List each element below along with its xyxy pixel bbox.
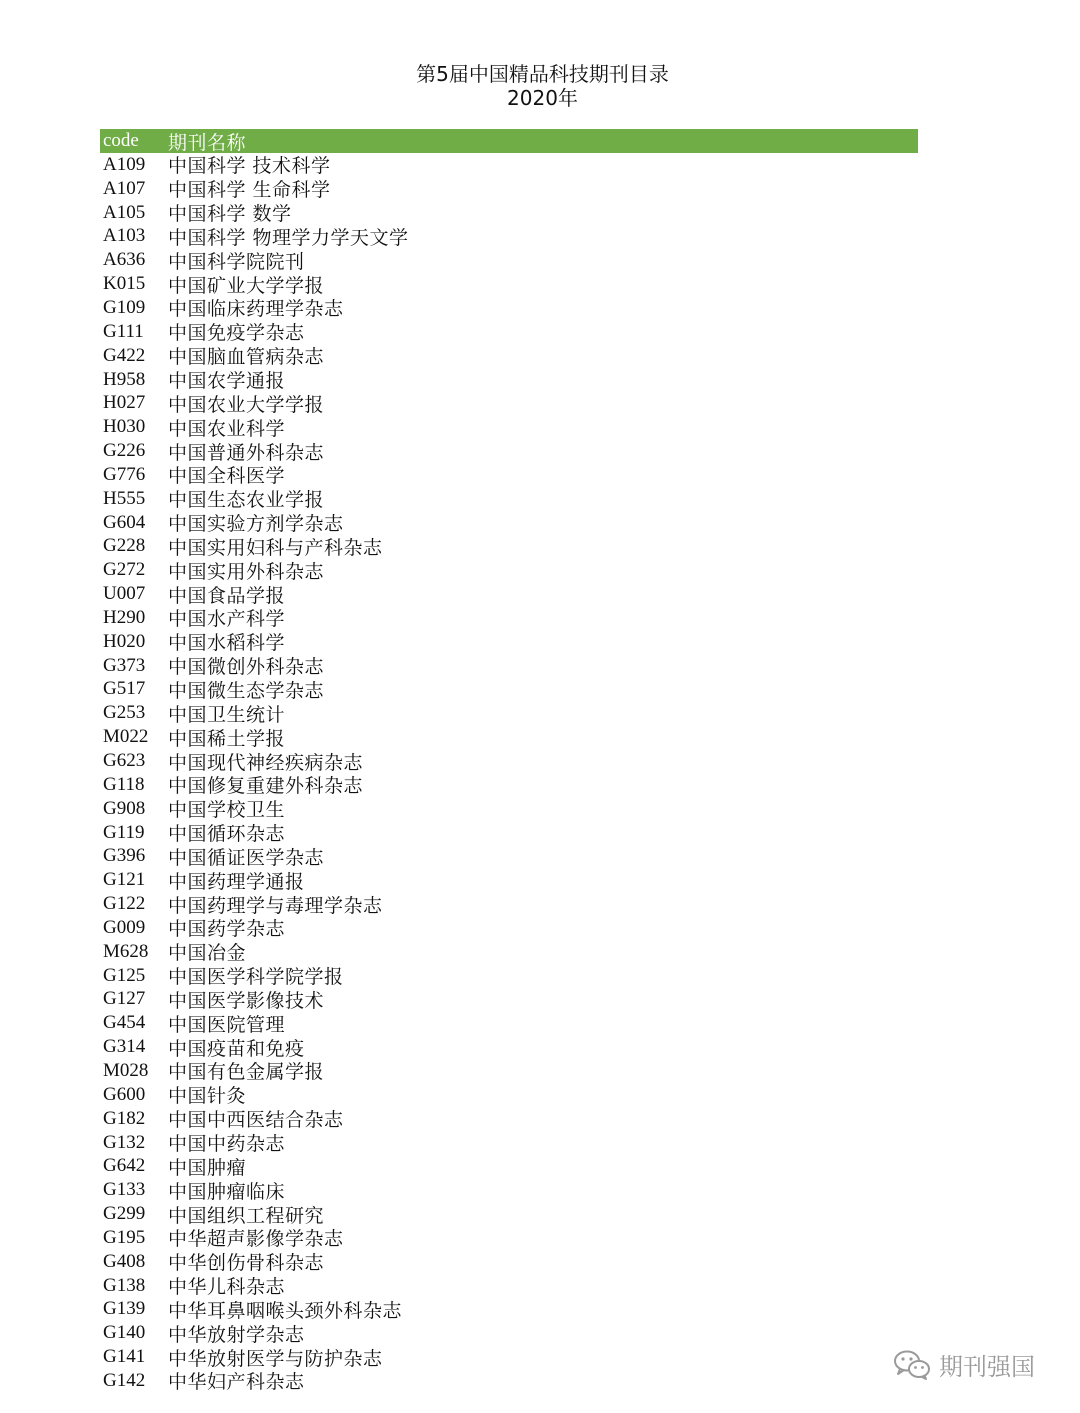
journal-name: 中国科学 技术科学: [168, 155, 331, 178]
journal-name: 中华妇产科杂志: [168, 1371, 305, 1394]
journal-name: 中国中西医结合杂志: [168, 1109, 344, 1132]
journal-code: G127: [103, 988, 146, 1010]
table-row: [100, 1131, 918, 1155]
table-row: [100, 344, 918, 368]
table-row: [100, 415, 918, 439]
journal-name: 中国科学院院刊: [168, 250, 305, 273]
journal-name: 中国科学 数学: [168, 203, 292, 226]
table-row: [100, 558, 918, 582]
journal-name: 中国实用妇科与产科杂志: [168, 536, 383, 559]
table-row: [100, 1250, 918, 1274]
table-row: [100, 511, 918, 535]
journal-code: G122: [103, 893, 146, 915]
journal-code: A103: [103, 225, 146, 247]
table-row: [100, 1321, 918, 1345]
journal-code: M628: [103, 940, 149, 962]
table-row: [100, 1083, 918, 1107]
table-row: [100, 535, 918, 559]
journal-name: 中国修复重建外科杂志: [168, 775, 364, 798]
journal-code: G623: [103, 750, 146, 772]
journal-code: H030: [103, 416, 146, 438]
journal-code: G272: [103, 559, 146, 581]
journal-code: G111: [103, 320, 144, 342]
table-row: [100, 296, 918, 320]
journal-code: G517: [103, 678, 146, 700]
journal-code: M022: [103, 726, 149, 748]
table-row: [100, 844, 918, 868]
journal-table: [100, 129, 918, 1393]
journal-name: 中国临床药理学杂志: [168, 298, 344, 321]
journal-name: 中国医院管理: [168, 1013, 286, 1036]
journal-name: 中华放射医学与防护杂志: [168, 1347, 383, 1370]
journal-name: 中国科学 物理学力学天文学: [168, 226, 409, 249]
journal-code: M028: [103, 1059, 149, 1081]
journal-name: 中国矿业大学学报: [168, 274, 325, 297]
journal-name: 中国肿瘤临床: [168, 1180, 286, 1203]
journal-name: 中国实验方剂学杂志: [168, 513, 344, 536]
table-row: [100, 773, 918, 797]
journal-code: G408: [103, 1250, 146, 1272]
journal-name: 中国药理学通报: [168, 870, 305, 893]
journal-name: 中国医学影像技术: [168, 989, 325, 1012]
table-header-row: [100, 129, 918, 153]
table-row: [100, 1369, 918, 1393]
journal-name: 中国实用外科杂志: [168, 560, 325, 583]
journal-code: G195: [103, 1226, 146, 1248]
journal-code: G125: [103, 964, 146, 986]
journal-code: K015: [103, 273, 146, 295]
journal-name: 中国循证医学杂志: [168, 846, 325, 869]
journal-name: 中国全科医学: [168, 465, 286, 488]
document-heading: [0, 62, 1080, 110]
journal-name: 中国卫生统计: [168, 703, 286, 726]
journal-code: U007: [103, 583, 146, 605]
journal-code: G299: [103, 1203, 146, 1225]
table-row: [100, 1226, 918, 1250]
table-row: [100, 1345, 918, 1369]
journal-name: 中国学校卫生: [168, 799, 286, 822]
table-row: [100, 1274, 918, 1298]
journal-code: G109: [103, 296, 146, 318]
journal-code: G139: [103, 1298, 146, 1320]
table-row: [100, 964, 918, 988]
table-row: [100, 391, 918, 415]
journal-code: A636: [103, 249, 146, 271]
watermark: [893, 1347, 1035, 1382]
journal-name: 中国稀土学报: [168, 727, 286, 750]
table-row: [100, 606, 918, 630]
table-row: [100, 797, 918, 821]
journal-name: 中国水稻科学: [168, 632, 286, 655]
journal-name: 中国药理学与毒理学杂志: [168, 894, 383, 917]
journal-code: G908: [103, 797, 146, 819]
journal-name: 中国肿瘤: [168, 1156, 247, 1179]
table-row: [100, 725, 918, 749]
table-row: [100, 1202, 918, 1226]
journal-code: H555: [103, 487, 146, 509]
journal-code: G141: [103, 1346, 146, 1368]
journal-name: 中国冶金: [168, 942, 247, 965]
journal-name: 中国科学 生命科学: [168, 179, 331, 202]
journal-name: 中国水产科学: [168, 608, 286, 631]
journal-name: 中国农业科学: [168, 417, 286, 440]
journal-name: 中华超声影像学杂志: [168, 1228, 344, 1251]
table-row: [100, 1035, 918, 1059]
journal-code: G604: [103, 511, 146, 533]
journal-name: 中国药学杂志: [168, 918, 286, 941]
table-row: [100, 630, 918, 654]
wechat-icon: [893, 1349, 931, 1381]
table-row: [100, 320, 918, 344]
table-row: [100, 439, 918, 463]
table-row: [100, 654, 918, 678]
journal-code: G140: [103, 1322, 146, 1344]
journal-code: G642: [103, 1155, 146, 1177]
journal-code: H027: [103, 392, 146, 414]
journal-name: 中国农业大学学报: [168, 393, 325, 416]
journal-code: G228: [103, 535, 146, 557]
table-row: [100, 701, 918, 725]
table-row: [100, 868, 918, 892]
journal-code: G009: [103, 916, 146, 938]
journal-code: H290: [103, 606, 146, 628]
table-row: [100, 201, 918, 225]
journal-code: G776: [103, 463, 146, 485]
journal-name: 中国普通外科杂志: [168, 441, 325, 464]
journal-name: 中国食品学报: [168, 584, 286, 607]
journal-name: 中国微生态学杂志: [168, 679, 325, 702]
journal-name: 中国农学通报: [168, 370, 286, 393]
table-row: [100, 1107, 918, 1131]
table-row: [100, 749, 918, 773]
journal-code: G373: [103, 654, 146, 676]
table-row: [100, 988, 918, 1012]
journal-code: A107: [103, 177, 146, 199]
table-row: [100, 153, 918, 177]
header-code: code: [103, 130, 139, 151]
journal-code: G253: [103, 702, 146, 724]
document-title: 第5届中国精品科技期刊目录: [416, 62, 669, 86]
table-row: [100, 177, 918, 201]
table-row: [100, 678, 918, 702]
journal-name: 中国中药杂志: [168, 1133, 286, 1156]
journal-name: 中华耳鼻咽喉头颈外科杂志: [168, 1299, 403, 1322]
table-row: [100, 272, 918, 296]
journal-name: 中国有色金属学报: [168, 1061, 325, 1084]
journal-code: H020: [103, 630, 146, 652]
journal-name: 中国针灸: [168, 1085, 247, 1108]
journal-name: 中华创伤骨科杂志: [168, 1252, 325, 1275]
journal-code: A109: [103, 153, 146, 175]
journal-name: 中国免疫学杂志: [168, 322, 305, 345]
table-row: [100, 368, 918, 392]
table-row: [100, 892, 918, 916]
journal-name: 中国组织工程研究: [168, 1204, 325, 1227]
table-row: [100, 1059, 918, 1083]
journal-name: 中国现代神经疾病杂志: [168, 751, 364, 774]
journal-code: G396: [103, 845, 146, 867]
journal-code: H958: [103, 368, 146, 390]
journal-name: 中国医学科学院学报: [168, 966, 344, 989]
journal-code: G314: [103, 1036, 146, 1058]
journal-code: G132: [103, 1131, 146, 1153]
journal-code: G422: [103, 344, 146, 366]
journal-code: G226: [103, 440, 146, 462]
table-row: [100, 916, 918, 940]
journal-code: G118: [103, 773, 145, 795]
table-row: [100, 248, 918, 272]
journal-name: 中国循环杂志: [168, 823, 286, 846]
journal-code: G600: [103, 1083, 146, 1105]
table-row: [100, 463, 918, 487]
journal-code: G133: [103, 1179, 146, 1201]
table-row: [100, 1298, 918, 1322]
journal-name: 中国生态农业学报: [168, 489, 325, 512]
header-journal-name: 期刊名称: [168, 131, 247, 154]
table-row: [100, 582, 918, 606]
table-row: [100, 487, 918, 511]
journal-code: G142: [103, 1369, 146, 1391]
table-body: [100, 153, 918, 1393]
table-row: [100, 225, 918, 249]
table-row: [100, 1154, 918, 1178]
journal-code: A105: [103, 201, 146, 223]
document-subtitle: 2020年: [507, 86, 578, 110]
table-row: [100, 940, 918, 964]
journal-name: 中国疫苗和免疫: [168, 1037, 305, 1060]
journal-code: G182: [103, 1107, 146, 1129]
journal-name: 中国脑血管病杂志: [168, 346, 325, 369]
journal-code: G138: [103, 1274, 146, 1296]
journal-code: G119: [103, 821, 145, 843]
journal-name: 中国微创外科杂志: [168, 656, 325, 679]
table-row: [100, 821, 918, 845]
journal-name: 中华儿科杂志: [168, 1276, 286, 1299]
table-row: [100, 1178, 918, 1202]
watermark-text: 期刊强国: [939, 1353, 1035, 1381]
table-row: [100, 1011, 918, 1035]
journal-code: G454: [103, 1012, 146, 1034]
journal-name: 中华放射学杂志: [168, 1323, 305, 1346]
journal-code: G121: [103, 869, 146, 891]
